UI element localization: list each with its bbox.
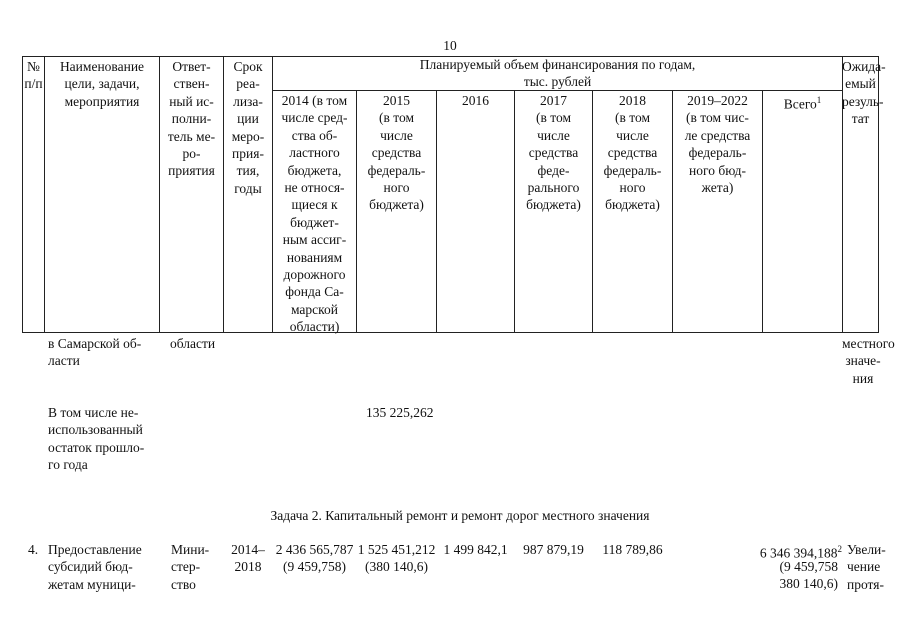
header-total-footnote: 1 bbox=[816, 95, 822, 105]
header-2017: 2017 (в том числе средства феде- рального бюджета) bbox=[526, 93, 581, 213]
row4-2015: 1 525 451,212 (380 140,6) bbox=[357, 542, 436, 575]
header-responsible: Ответ- ствен- ный ис- полни- тель ме- ро- приятия bbox=[167, 59, 216, 179]
row4-2018: 118 789,86 bbox=[602, 542, 663, 557]
cont-row-responsible: области bbox=[170, 336, 216, 351]
row4-name: Предоставление субсидий бюд- жетам муници- bbox=[48, 542, 142, 592]
row4-responsible: Мини- стер- ство bbox=[171, 542, 210, 592]
header-2014: 2014 (в том числе сред- ства об- ластного бюджета, не относя- щиеся к бюджет- ным ассиг- нованиям дорожного фонда Са- марской области) bbox=[281, 93, 348, 335]
row4-2016: 1 499 842,1 bbox=[443, 542, 508, 557]
remainder-row-name: В том числе не- использованный остаток прошло- го года bbox=[48, 405, 145, 473]
header-funding-title: Планируемый объем финансирования по годам, тыс. рублей bbox=[419, 57, 696, 90]
cont-row-name: в Самарской об- ласти bbox=[48, 336, 142, 369]
page-number: 10 bbox=[443, 38, 457, 53]
header-result: Ожида- емый резуль- тат bbox=[842, 59, 886, 127]
row4-result: Увели- чение протя- bbox=[847, 542, 886, 592]
remainder-row-2015: 135 225,262 bbox=[366, 405, 434, 420]
header-name: Наименование цели, задачи, мероприятия bbox=[59, 59, 145, 109]
cont-row-result: местного значе- ния bbox=[842, 336, 895, 386]
header-total-label: Всего bbox=[783, 96, 817, 112]
row4-term: 2014– 2018 bbox=[231, 542, 265, 575]
header-2019-2022: 2019–2022 (в том чис- ле средства федераль- ного бюд- жета) bbox=[684, 93, 751, 196]
header-2015: 2015 (в том числе средства федераль- ного бюджета) bbox=[367, 93, 426, 213]
row4-2014: 2 436 565,787 (9 459,758) bbox=[275, 542, 354, 575]
header-num: № п/п bbox=[24, 59, 43, 92]
row4-total-footnote: 2 bbox=[837, 544, 842, 554]
header-2018: 2018 (в том числе средства федераль- ного бюджета) bbox=[603, 93, 662, 213]
header-term: Срок реа- лиза- ции меро- прия- тия, годы bbox=[231, 59, 265, 196]
row4-num: 4. bbox=[28, 542, 39, 557]
row4-2017: 987 879,19 bbox=[523, 542, 584, 557]
header-2016: 2016 bbox=[462, 93, 489, 108]
row4-total-federal: (9 459,758 380 140,6) bbox=[779, 559, 838, 592]
header-total bbox=[762, 92, 843, 113]
task2-title: Задача 2. Капитальный ремонт и ремонт дорог местного значения bbox=[270, 508, 650, 523]
row4-total-value: 6 346 394,188 bbox=[759, 545, 838, 561]
